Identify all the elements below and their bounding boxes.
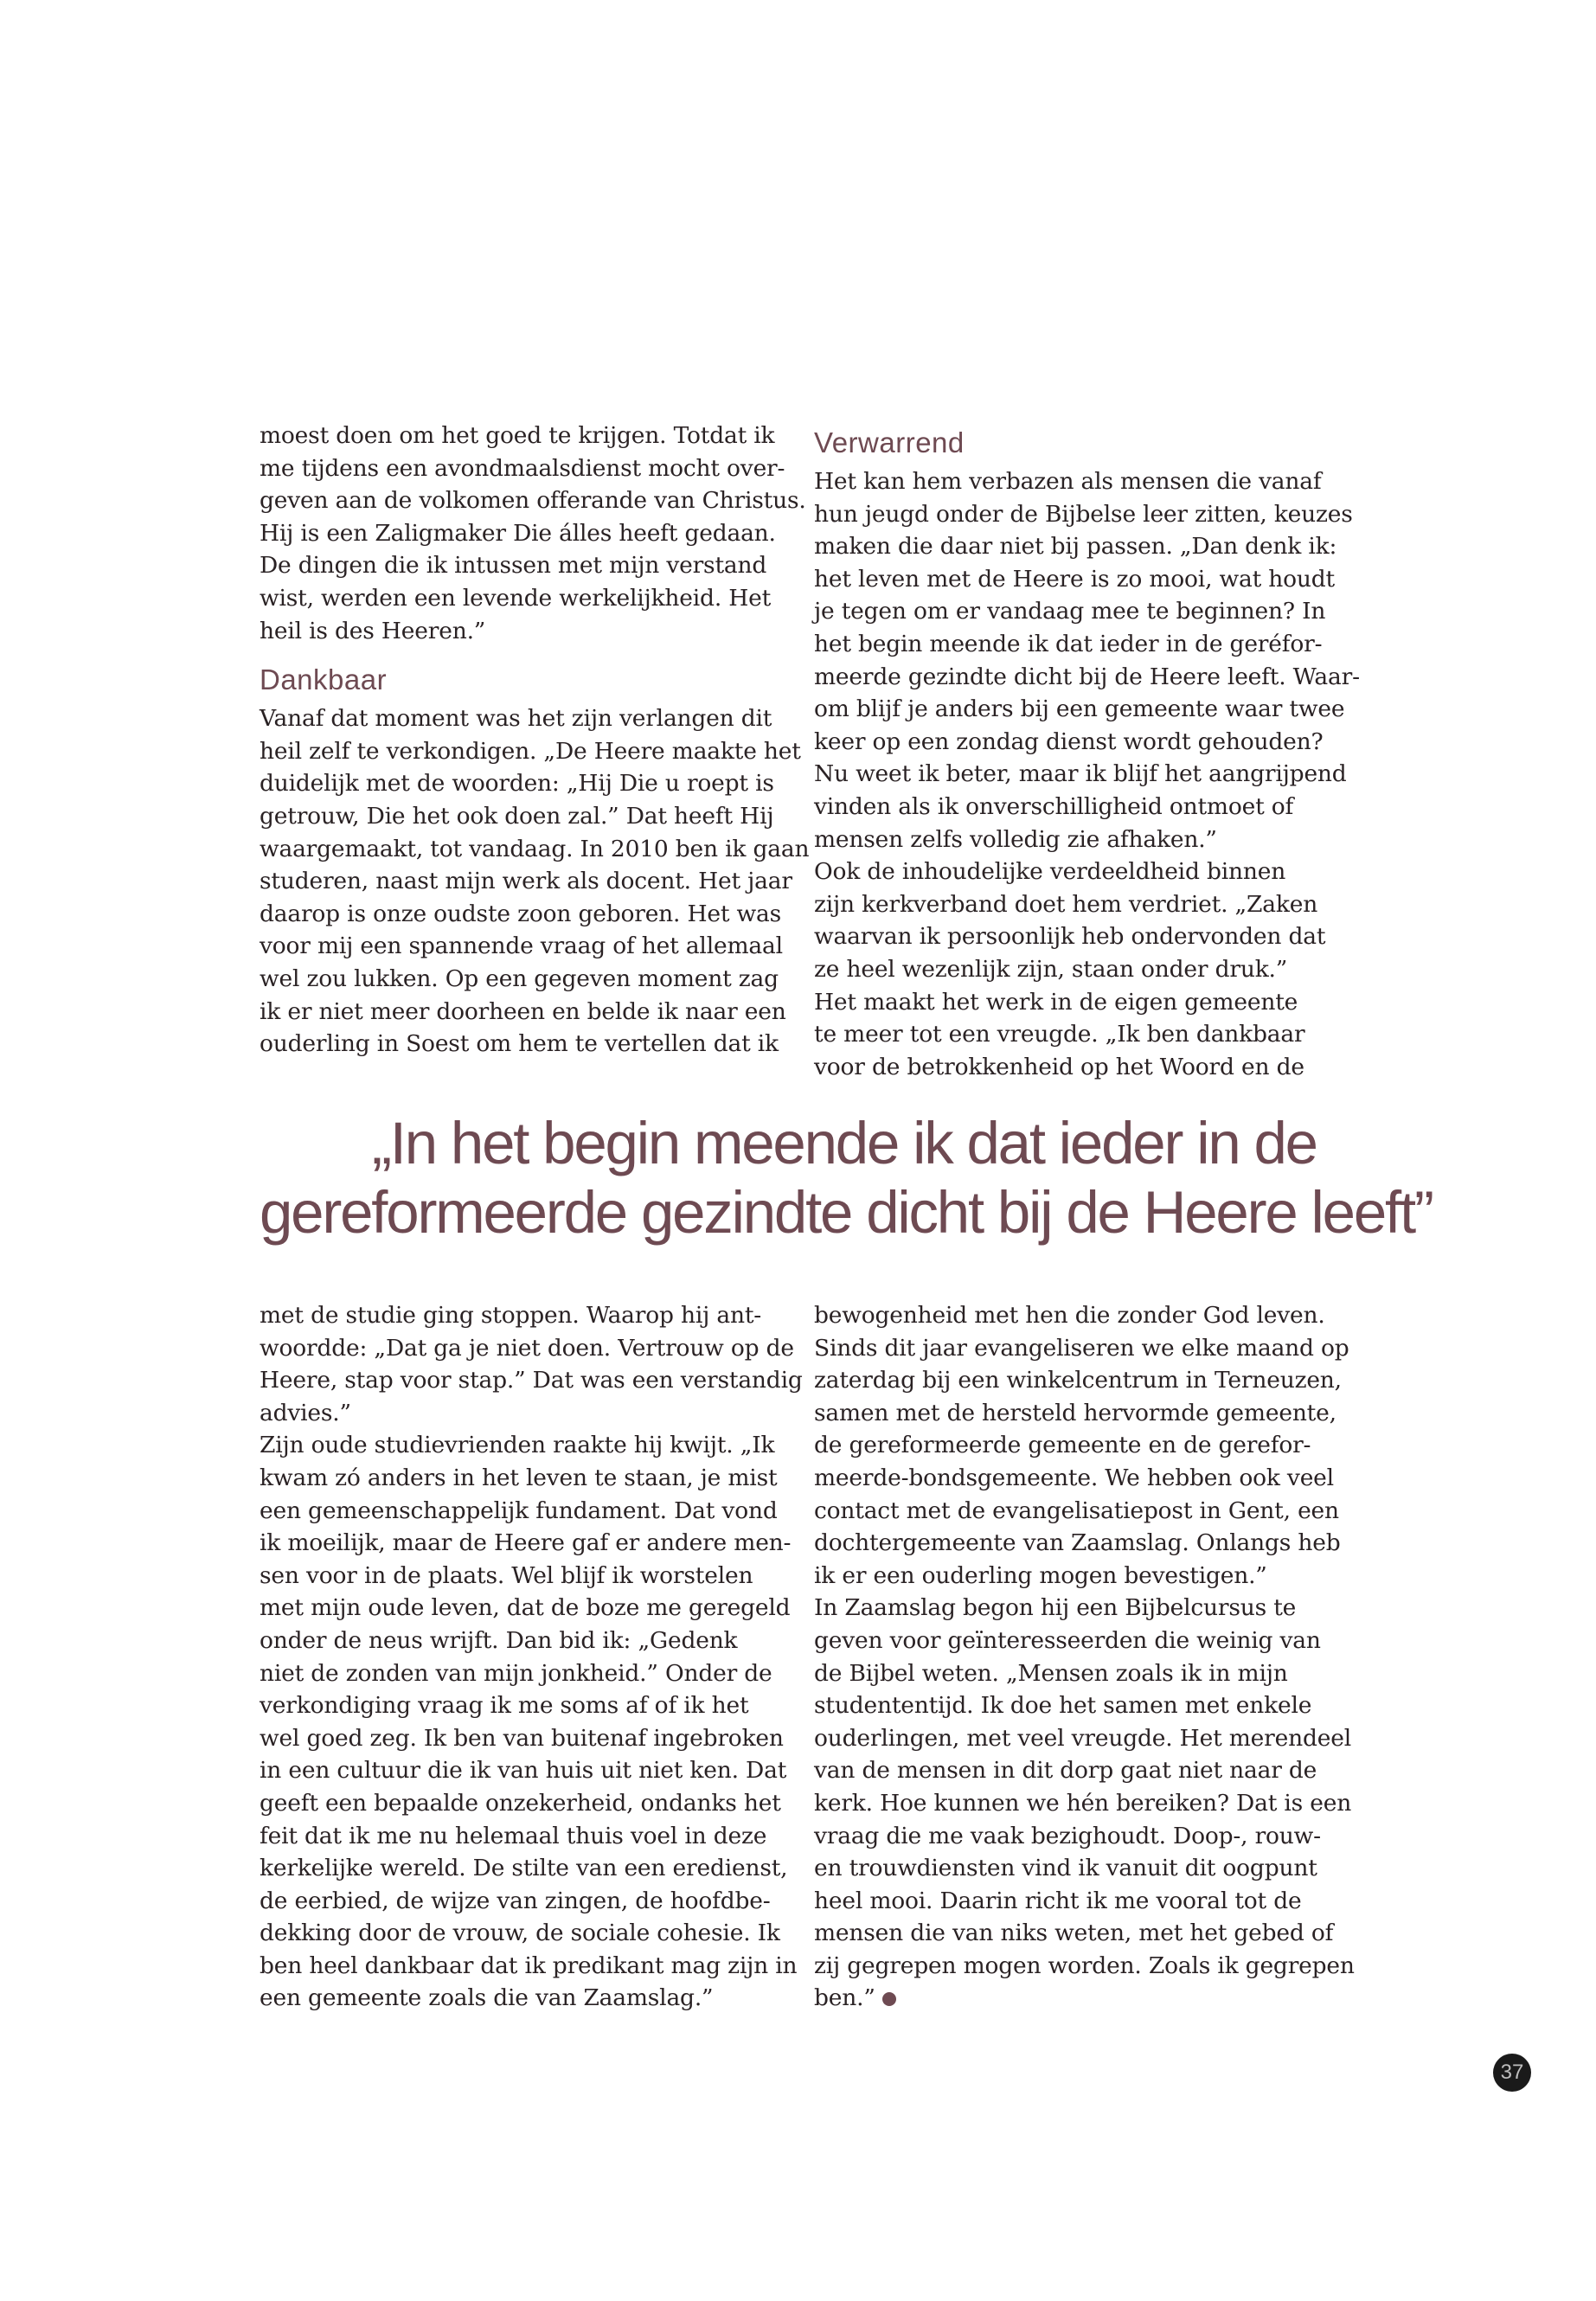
pull-quote bbox=[260, 1109, 1433, 1247]
text-line: geven aan de volkomen offerande van Christus. bbox=[260, 487, 806, 515]
text-line: kerkelijke wereld. De stilte van een eredienst, bbox=[260, 1855, 788, 1882]
text-line: keer op een zondag dienst wordt gehouden? bbox=[814, 727, 1324, 755]
page-number: 37 bbox=[1493, 2054, 1531, 2092]
text-line: het begin meende ik dat ieder in de geréfor- bbox=[814, 630, 1323, 657]
text-line: Zijn oude studievrienden raakte hij kwijt. „Ik bbox=[260, 1432, 775, 1459]
text-line: vinden als ik onverschilligheid ontmoet of bbox=[814, 792, 1294, 820]
text-line: advies.” bbox=[260, 1399, 351, 1426]
text-line: zij gegrepen mogen worden. Zoals ik gegrepen bbox=[814, 1952, 1355, 1979]
text-line: vraag die me vaak bezighoudt. Doop-, rouw- bbox=[814, 1822, 1321, 1849]
text-line: sen voor in de plaats. Wel blijf ik worstelen bbox=[260, 1561, 753, 1589]
text-line: Vanaf dat moment was het zijn verlangen dit bbox=[260, 705, 772, 733]
pull-quote-line-1: „In het begin meende ik dat ieder in de bbox=[372, 1110, 1317, 1176]
text-line: zaterdag bij een winkelcentrum in Terneuzen, bbox=[814, 1367, 1342, 1394]
text-line: om blijf je anders bij een gemeente waar twee bbox=[814, 695, 1345, 723]
text-line: Het kan hem verbazen als mensen die vanaf bbox=[814, 468, 1322, 495]
text-line: ik er niet meer doorheen en belde ik naar een bbox=[260, 997, 786, 1025]
text-line: waargemaakt, tot vandaag. In 2010 ben ik gaan bbox=[260, 835, 810, 862]
text-line: de Bijbel weten. „Mensen zoals ik in mijn bbox=[814, 1659, 1288, 1687]
text-line: Het maakt het werk in de eigen gemeente bbox=[814, 988, 1298, 1016]
pull-quote-line-2: gereformeerde gezindte dicht bij de Heere leeft” bbox=[260, 1179, 1433, 1246]
text-line: Hij is een Zaligmaker Die álles heeft gedaan. bbox=[260, 519, 776, 547]
text-line: De dingen die ik intussen met mijn verstand bbox=[260, 552, 767, 580]
text-line: dochtergemeente van Zaamslag. Onlangs heb bbox=[814, 1529, 1341, 1557]
text-line: geeft een bepaalde onzekerheid, ondanks het bbox=[260, 1789, 781, 1817]
text-line: kerk. Hoe kunnen we hén bereiken? Dat is een bbox=[814, 1789, 1352, 1817]
text-line: Nu weet ik beter, maar ik blijf het aangrijpend bbox=[814, 760, 1347, 788]
text-line: ouderlingen, met veel vreugde. Het merendeel bbox=[814, 1724, 1351, 1752]
text-line: voor de betrokkenheid op het Woord en de bbox=[814, 1053, 1304, 1080]
text-line: voor mij een spannende vraag of het allemaal bbox=[260, 933, 783, 960]
text-line: Ook de inhoudelijke verdeeldheid binnen bbox=[814, 858, 1286, 886]
text-line: meerde gezindte dicht bij de Heere leeft. Waar- bbox=[814, 663, 1360, 690]
text-line: studententijd. Ik doe het samen met enkele bbox=[814, 1692, 1312, 1720]
text-line: contact met de evangelisatiepost in Gent, een bbox=[814, 1497, 1339, 1524]
text-line: kwam zó anders in het leven te staan, je mist bbox=[260, 1464, 778, 1491]
text-line: duidelijk met de woorden: „Hij Die u roept is bbox=[260, 770, 774, 798]
top-right-column bbox=[814, 426, 1368, 1083]
text-line: van de mensen in dit dorp gaat niet naar de bbox=[814, 1757, 1317, 1785]
text-line: in een cultuur die ik van huis uit niet ken. Dat bbox=[260, 1757, 787, 1785]
text-line: bewogenheid met hen die zonder God leven. bbox=[814, 1302, 1325, 1329]
text-line: ik moeilijk, maar de Heere gaf er andere men- bbox=[260, 1529, 792, 1557]
text-line: In Zaamslag begon hij een Bijbelcursus te bbox=[814, 1594, 1297, 1622]
bottom-right-column bbox=[814, 1299, 1368, 2015]
text-line: geven voor geïnteresseerden die weinig van bbox=[814, 1626, 1321, 1654]
text-line: samen met de hersteld hervormde gemeente, bbox=[814, 1399, 1336, 1426]
text-line: studeren, naast mijn werk als docent. Het jaar bbox=[260, 868, 792, 895]
text-line: de gereformeerde gemeente en de gerefor- bbox=[814, 1432, 1311, 1459]
text-line-last bbox=[814, 1982, 1368, 2015]
text-line: moest doen om het goed te krijgen. Totdat ik bbox=[260, 422, 775, 449]
text-line: ze heel wezenlijk zijn, staan onder druk.” bbox=[814, 955, 1288, 983]
section-heading-verwarrend: Verwarrend bbox=[814, 426, 965, 458]
text-line: het leven met de Heere is zo mooi, wat houdt bbox=[814, 565, 1335, 593]
text-line: een gemeenschappelijk fundament. Dat vond bbox=[260, 1497, 778, 1524]
text-line: maken die daar niet bij passen. „Dan denk ik: bbox=[814, 533, 1337, 561]
text-line: een gemeente zoals die van Zaamslag.” bbox=[260, 1984, 714, 2012]
text-line: wel goed zeg. Ik ben van buitenaf ingebroken bbox=[260, 1724, 784, 1752]
text-line: heel mooi. Daarin richt ik me vooral tot de bbox=[814, 1887, 1302, 1914]
text-line: onder de neus wrijft. Dan bid ik: „Gedenk bbox=[260, 1626, 738, 1654]
text-line: mensen zelfs volledig zie afhaken.” bbox=[814, 825, 1217, 853]
end-mark-dot-icon bbox=[882, 1992, 896, 2006]
text-line: me tijdens een avondmaalsdienst mocht over- bbox=[260, 454, 785, 482]
text-line: meerde-bondsgemeente. We hebben ook veel bbox=[814, 1464, 1334, 1491]
text-line: ben heel dankbaar dat ik predikant mag zijn in bbox=[260, 1952, 798, 1979]
section-heading-dankbaar: Dankbaar bbox=[260, 663, 388, 696]
text-line: dekking door de vrouw, de sociale cohesie. Ik bbox=[260, 1920, 780, 1947]
text-line: je tegen om er vandaag mee te beginnen? In bbox=[814, 598, 1326, 625]
text-line: wist, werden een levende werkelijkheid. Het bbox=[260, 584, 772, 612]
text-line: heil zelf te verkondigen. „De Heere maakte het bbox=[260, 737, 801, 765]
text-line: te meer tot een vreugde. „Ik ben dankbaar bbox=[814, 1021, 1305, 1048]
text-line: getrouw, Die het ook doen zal.” Dat heeft Hij bbox=[260, 802, 774, 830]
text-line: ik er een ouderling mogen bevestigen.” bbox=[814, 1561, 1267, 1589]
text-line: en trouwdiensten vind ik vanuit dit oogpunt bbox=[814, 1855, 1317, 1882]
bottom-left-column bbox=[260, 1299, 803, 2015]
text-line: ouderling in Soest om hem te vertellen dat ik bbox=[260, 1030, 779, 1058]
text-line: wel zou lukken. Op een gegeven moment zag bbox=[260, 965, 779, 992]
text-line: verkondiging vraag ik me soms af of ik het bbox=[260, 1692, 749, 1720]
text-line: met de studie ging stoppen. Waarop hij ant- bbox=[260, 1302, 762, 1329]
text-line: de eerbied, de wijze van zingen, de hoofdbe- bbox=[260, 1887, 771, 1914]
text-line: niet de zonden van mijn jonkheid.” Onder de bbox=[260, 1659, 772, 1687]
text-line: woordde: „Dat ga je niet doen. Vertrouw op de bbox=[260, 1334, 794, 1362]
text-line: met mijn oude leven, dat de boze me geregeld bbox=[260, 1594, 791, 1622]
text-line: waarvan ik persoonlijk heb ondervonden dat bbox=[814, 923, 1326, 951]
text-line: feit dat ik me nu helemaal thuis voel in deze bbox=[260, 1822, 767, 1849]
text-line: ben.” bbox=[814, 1984, 875, 2012]
text-line: hun jeugd onder de Bijbelse leer zitten, keuzes bbox=[814, 500, 1353, 528]
text-line: heil is des Heeren.” bbox=[260, 617, 486, 644]
text-line: Heere, stap voor stap.” Dat was een verstandig bbox=[260, 1367, 803, 1394]
text-line: Sinds dit jaar evangeliseren we elke maand op bbox=[814, 1334, 1349, 1362]
text-line: daarop is onze oudste zoon geboren. Het was bbox=[260, 900, 782, 927]
text-line: zijn kerkverband doet hem verdriet. „Zaken bbox=[814, 890, 1318, 918]
text-line: mensen die van niks weten, met het gebed of bbox=[814, 1920, 1334, 1947]
top-left-column bbox=[260, 420, 810, 1061]
